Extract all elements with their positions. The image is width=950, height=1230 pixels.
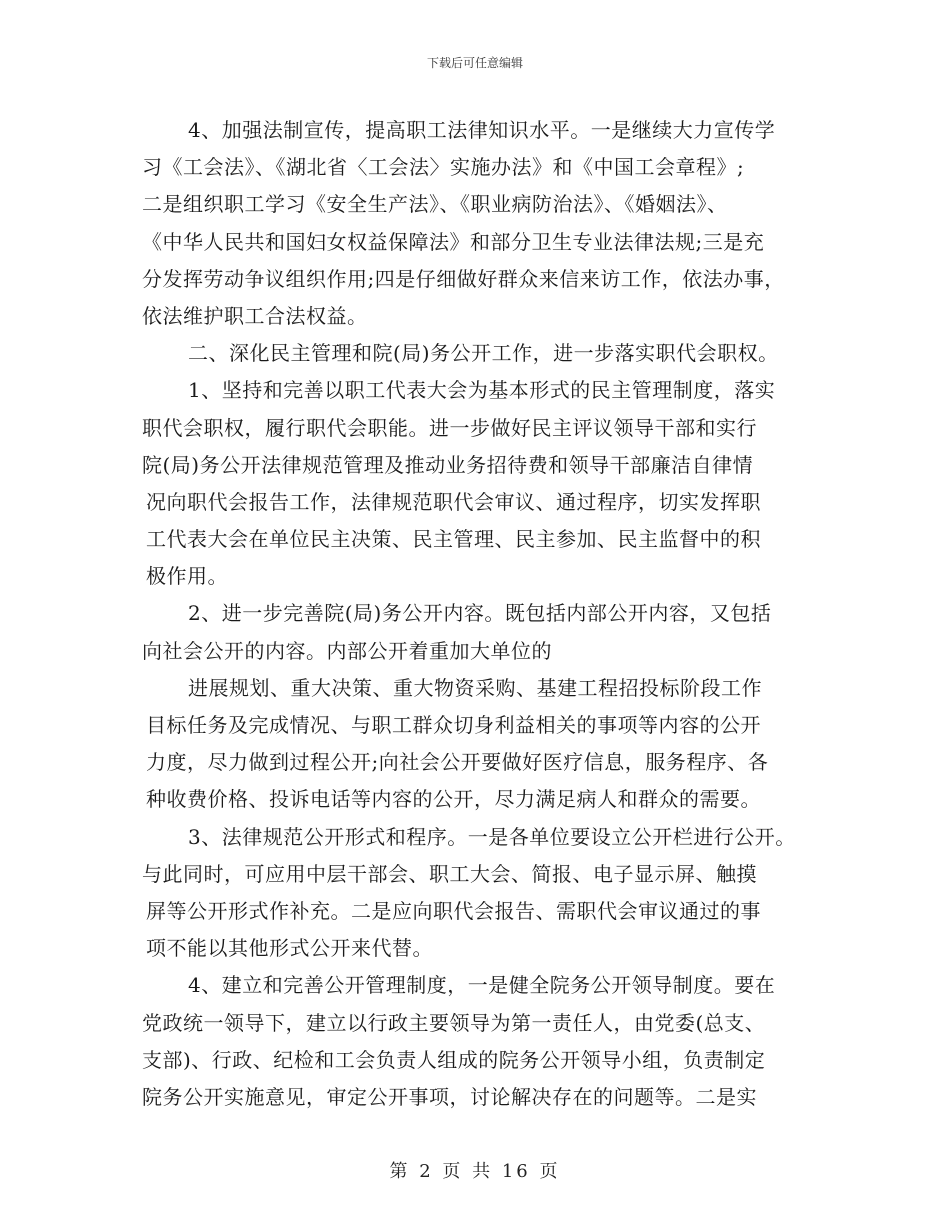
- text-line: 支部)、行政、纪检和工会负责人组成的院务公开领导小组，负责制定: [142, 1047, 766, 1072]
- text-line: 种收费价格、投诉电话等内容的公开，尽力满足病人和群众的需要。: [146, 787, 761, 812]
- section-heading: 二、深化民主管理和院(局)务公开工作，进一步落实职代会职权。: [188, 341, 779, 366]
- text-line: 工代表大会在单位民主决策、民主管理、民主参加、民主监督中的积: [146, 527, 761, 552]
- text-line: 屏等公开形式作补充。二是应向职代会报告、需职代会审议通过的事: [146, 898, 761, 923]
- text-line: 习《工会法》、《湖北省〈工会法〉实施办法》和《中国工会章程》;: [142, 155, 745, 180]
- text-line: 进展规划、重大决策、重大物资采购、基建工程招投标阶段工作: [188, 675, 762, 700]
- text-line: 二是组织职工学习《安全生产法》、《职业病防治法》、《婚姻法》、: [142, 192, 728, 217]
- page-footer: 第 2 页 共 16 页: [389, 1161, 561, 1182]
- text-line: 极作用。: [146, 564, 228, 589]
- text-line: 况向职代会报告工作，法律规范职代会审议、通过程序，切实发挥职: [146, 489, 761, 514]
- text-line: 党政统一领导下，建立以行政主要领导为第一责任人，由党委(总支、: [142, 1010, 766, 1035]
- text-line: 项不能以其他形式公开来代替。: [146, 936, 433, 961]
- text-line: 4、加强法制宣传，提高职工法律知识水平。一是继续大力宣传学: [188, 118, 776, 142]
- text-line: 《中华人民共和国妇女权益保障法》和部分卫生专业法律法规;三是充: [142, 229, 765, 254]
- text-line: 目标任务及完成情况、与职工群众切身利益相关的事项等内容的公开: [146, 713, 761, 737]
- document-body: [142, 112, 810, 1116]
- text-line: 依法维护职工合法权益。: [142, 303, 368, 328]
- text-line: 3、法律规范公开形式和程序。一是各单位要设立公开栏进行公开。: [188, 824, 796, 849]
- text-line: 4、建立和完善公开管理制度，一是健全院务公开领导制度。要在: [188, 973, 776, 998]
- page-header: 下载后可任意编辑: [426, 56, 523, 70]
- text-line: 院务公开实施意见，审定公开事项，讨论解决存在的问题等。二是实: [142, 1084, 757, 1109]
- text-line: 院(局)务公开法律规范管理及推动业务招待费和领导干部廉洁自律情: [142, 452, 754, 477]
- text-line: 2、进一步完善院(局)务公开内容。既包括内部公开内容，又包括: [188, 601, 772, 626]
- text-line: 与此同时，可应用中层干部会、职工大会、简报、电子显示屏、触摸: [142, 861, 757, 886]
- text-line: 力度，尽力做到过程公开;向社会公开要做好医疗信息，服务程序、各: [146, 750, 769, 775]
- text-line: 向社会公开的内容。内部公开着重加大单位的: [142, 638, 552, 663]
- text-line: 1、坚持和完善以职工代表大会为基本形式的民主管理制度，落实: [188, 378, 776, 403]
- text-line: 分发挥劳动争议组织作用;四是仔细做好群众来信来访工作，依法办事，: [142, 266, 785, 291]
- text-line: 职代会职权，履行职代会职能。进一步做好民主评议领导干部和实行: [142, 415, 757, 440]
